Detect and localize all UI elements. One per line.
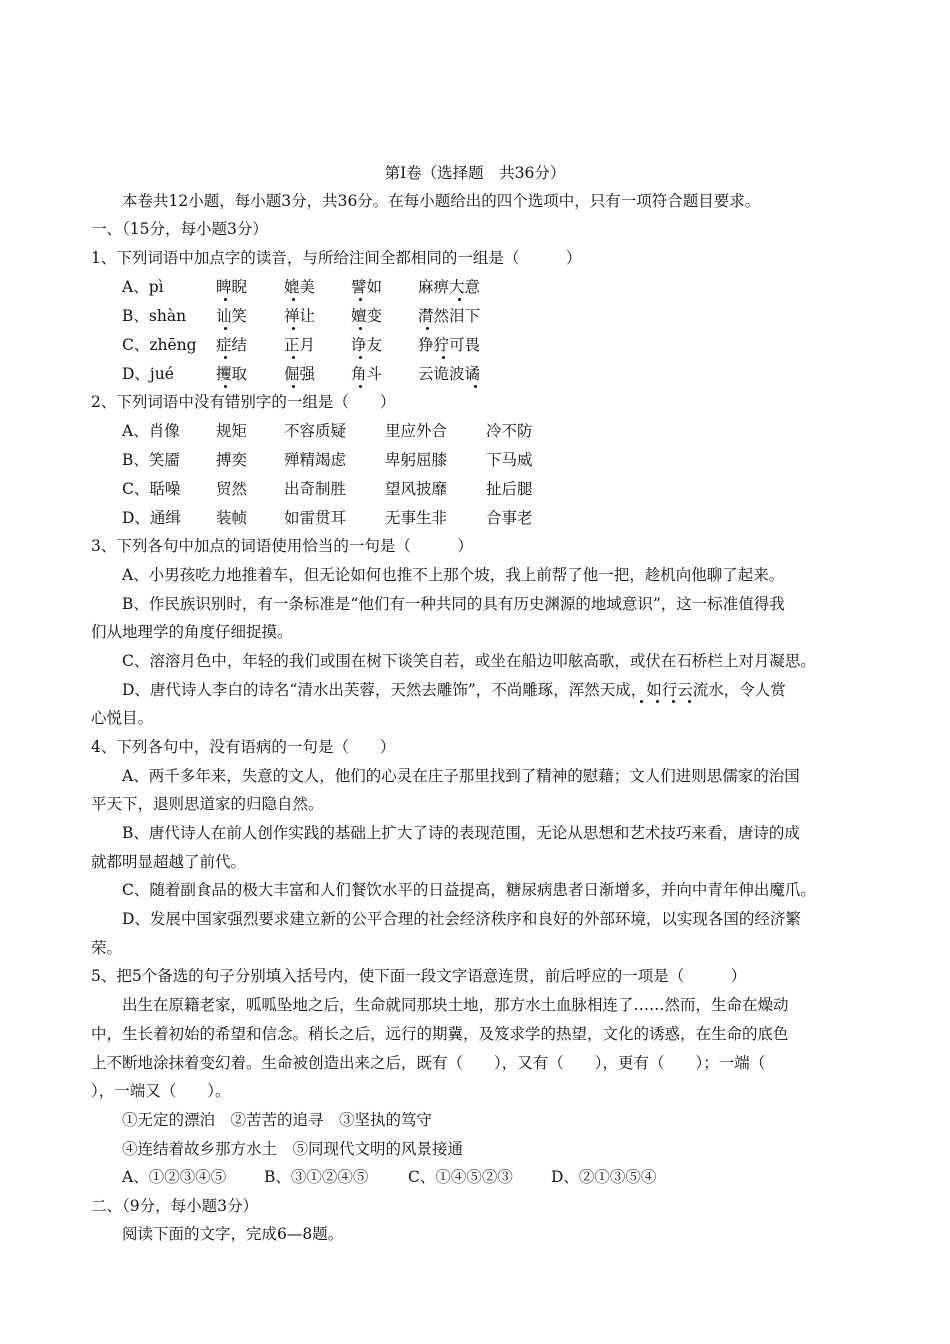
emphasis-dot bbox=[359, 298, 362, 301]
q2-b-word3: 殚精竭虑 bbox=[284, 451, 347, 469]
q3-option-d-line2: 心悦目。 bbox=[91, 709, 154, 727]
emphasis-dot bbox=[426, 327, 429, 330]
q4-option-b-line2: 就都明显超越了前代。 bbox=[91, 853, 247, 871]
emphasis-dot bbox=[359, 356, 362, 359]
emphasis-dot bbox=[474, 385, 477, 388]
emphasis-dot bbox=[224, 327, 227, 330]
q1-a-word2: 媲美 bbox=[284, 278, 316, 296]
q5-passage-line3: 上不断地涂抹着变幻着。生命被创造出来之后，既有（ ），又有（ ），更有（ ）；一端（ bbox=[91, 1054, 766, 1072]
q4-option-c: C、随着副食品的极大丰富和人们餐饮水平的日益提高，糖尿病患者日渐增多，并向中青年伸出魔爪。 bbox=[122, 881, 816, 899]
q4-option-a-line1: A、两千多年来，失意的文人，他们的心灵在庄子那里找到了精神的慰藉；文人们进则思儒家的治国 bbox=[122, 767, 800, 785]
q2-c-word1: C、聒噪 bbox=[122, 480, 181, 498]
q3-option-b-line1: B、作民族识别时，有一条标准是“他们有一种共同的具有历史渊源的地域意识”，这一标准值得我 bbox=[122, 595, 785, 613]
q5-passage-line2: 中，生长着初始的希望和信念。稍长之后，远行的期冀，及笈求学的热望，文化的诱惑，在生命的底色 bbox=[91, 1025, 789, 1043]
emphasis-dot bbox=[359, 327, 362, 330]
q2-b-word4: 卑躬屈膝 bbox=[385, 451, 448, 469]
emphasis-dot bbox=[359, 385, 362, 388]
section-two-heading: 二、（9分，每小题3分） bbox=[91, 1197, 258, 1215]
q1-stem: 1、下列词语中加点字的读音，与所给注间全都相同的一组是（ ） bbox=[91, 249, 582, 267]
q2-c-word4: 望风披靡 bbox=[385, 480, 448, 498]
emphasis-dot bbox=[292, 356, 295, 359]
q1-b-word2: 禅让 bbox=[284, 307, 316, 325]
q2-c-word3: 出奇制胜 bbox=[284, 480, 347, 498]
emphasis-dot bbox=[224, 298, 227, 301]
paper-intro: 本卷共12小题，每小题3分，共36分。在每小题给出的四个选项中，只有一项符合题目要求。 bbox=[122, 192, 761, 210]
q1-b-label: B、shàn bbox=[122, 307, 187, 325]
paper-title: 第Ⅰ卷（选择题 共36分） bbox=[384, 164, 566, 182]
q1-d-label: D、jué bbox=[122, 365, 174, 383]
q3-option-d-line1: D、唐代诗人李白的诗名“清水出芙蓉，天然去雕饰”，不尚雕琢，浑然天成，如行云流水，令人赏 bbox=[122, 681, 786, 699]
q1-c-word3: 诤友 bbox=[351, 336, 383, 354]
q4-option-a-line2: 平天下，退则思道家的归隐自然。 bbox=[91, 795, 324, 813]
q1-d-word3: 角斗 bbox=[351, 365, 383, 383]
q3-option-b-line2: 们从地理学的角度仔细捉摸。 bbox=[91, 623, 293, 641]
emphasis-dot bbox=[224, 385, 227, 388]
emphasis-dot bbox=[656, 700, 659, 703]
q2-d-word1: D、通缉 bbox=[122, 509, 181, 527]
q4-option-b-line1: B、唐代诗人在前人创作实践的基础上扩大了诗的表现范围，无论从思想和艺术技巧来看，唐诗的成 bbox=[122, 824, 800, 842]
q5-option-b: B、③①②④⑤ bbox=[264, 1168, 369, 1186]
emphasis-dot bbox=[458, 298, 461, 301]
q2-d-word4: 无事生非 bbox=[385, 509, 448, 527]
q5-option-c: C、①④⑤②③ bbox=[408, 1168, 513, 1186]
reading-instruction: 阅读下面的文字，完成6—8题。 bbox=[122, 1225, 344, 1243]
q2-b-word2: 搏奕 bbox=[216, 451, 248, 469]
q2-a-word5: 冷不防 bbox=[486, 422, 533, 440]
emphasis-dot bbox=[292, 327, 295, 330]
q2-a-word2: 规矩 bbox=[216, 422, 248, 440]
q2-b-word1: B、笑靥 bbox=[122, 451, 180, 469]
q1-b-word3: 嬗变 bbox=[351, 307, 383, 325]
q4-stem: 4、下列各句中，没有语病的一句是（ ） bbox=[91, 738, 396, 756]
q5-sentences-line2: ④连结着故乡那方水土 ⑤同现代文明的风景接通 bbox=[122, 1140, 464, 1158]
q2-d-word2: 装帧 bbox=[216, 509, 248, 527]
q1-d-word4: 云诡波谲 bbox=[418, 365, 481, 383]
q1-d-word1: 攫取 bbox=[216, 365, 248, 383]
q1-a-word4: 麻痹大意 bbox=[418, 278, 481, 296]
emphasis-dot bbox=[442, 356, 445, 359]
emphasis-dot bbox=[640, 700, 643, 703]
q2-b-word5: 下马威 bbox=[486, 451, 533, 469]
q1-c-word1: 症结 bbox=[216, 336, 248, 354]
q5-passage-line4: ），一端又（ ）。 bbox=[91, 1082, 231, 1100]
emphasis-dot bbox=[224, 356, 227, 359]
q4-option-d-line1: D、发展中国家强烈要求建立新的公平合理的社会经济秩序和良好的外部环境，以实现各国的经济繁 bbox=[122, 910, 801, 928]
q1-a-word3: 譬如 bbox=[351, 278, 383, 296]
q2-stem: 2、下列词语中没有错别字的一组是（ ） bbox=[91, 393, 396, 411]
q5-stem: 5、把5个备选的句子分别填入括号内，使下面一段文字语意连贯，前后呼应的一项是（ ） bbox=[91, 967, 747, 985]
q1-a-label: A、pì bbox=[122, 278, 164, 296]
section-one-heading: 一、（15分，每小题3分） bbox=[91, 220, 268, 238]
q1-b-word4: 潸然泪下 bbox=[418, 307, 481, 325]
q1-c-word4: 狰狞可畏 bbox=[418, 336, 481, 354]
q2-d-word5: 合事老 bbox=[486, 509, 533, 527]
q1-c-label: C、zhēng bbox=[122, 336, 197, 354]
q5-sentences-line1: ①无定的漂泊 ②苦苦的追寻 ③坚执的笃守 bbox=[122, 1111, 433, 1129]
q1-d-word2: 倔强 bbox=[284, 365, 316, 383]
q2-c-word5: 扯后腿 bbox=[486, 480, 533, 498]
q5-option-a: A、①②③④⑤ bbox=[122, 1168, 227, 1186]
q5-option-d: D、②①③⑤④ bbox=[551, 1168, 657, 1186]
emphasis-dot bbox=[292, 298, 295, 301]
q2-d-word3: 如雷贯耳 bbox=[284, 509, 347, 527]
emphasis-dot bbox=[672, 700, 675, 703]
q2-a-word4: 里应外合 bbox=[385, 422, 448, 440]
q2-c-word2: 贸然 bbox=[216, 480, 248, 498]
q1-b-word1: 讪笑 bbox=[216, 307, 248, 325]
q3-option-a: A、小男孩吃力地推着车，但无论如何也推不上那个坡，我上前帮了他一把，趁机向他聊了起来。 bbox=[122, 566, 785, 584]
emphasis-dot bbox=[292, 385, 295, 388]
q2-a-word1: A、肖像 bbox=[122, 422, 180, 440]
q4-option-d-line2: 荣。 bbox=[91, 939, 123, 957]
q1-a-word1: 睥睨 bbox=[216, 278, 248, 296]
q2-a-word3: 不容质疑 bbox=[284, 422, 347, 440]
q1-c-word2: 正月 bbox=[284, 336, 316, 354]
emphasis-dot bbox=[688, 700, 691, 703]
q3-option-c: C、溶溶月色中，年轻的我们或围在树下谈笑自若，或坐在船边叩舷高歌，或伏在石桥栏上对月凝思。 bbox=[122, 652, 816, 670]
q5-passage-line1: 出生在原籍老家，呱呱坠地之后，生命就同那块土地，那方水土血脉相连了……然而，生命在燥动 bbox=[122, 996, 789, 1014]
q3-stem: 3、下列各句中加点的词语使用恰当的一句是（ ） bbox=[91, 537, 473, 555]
